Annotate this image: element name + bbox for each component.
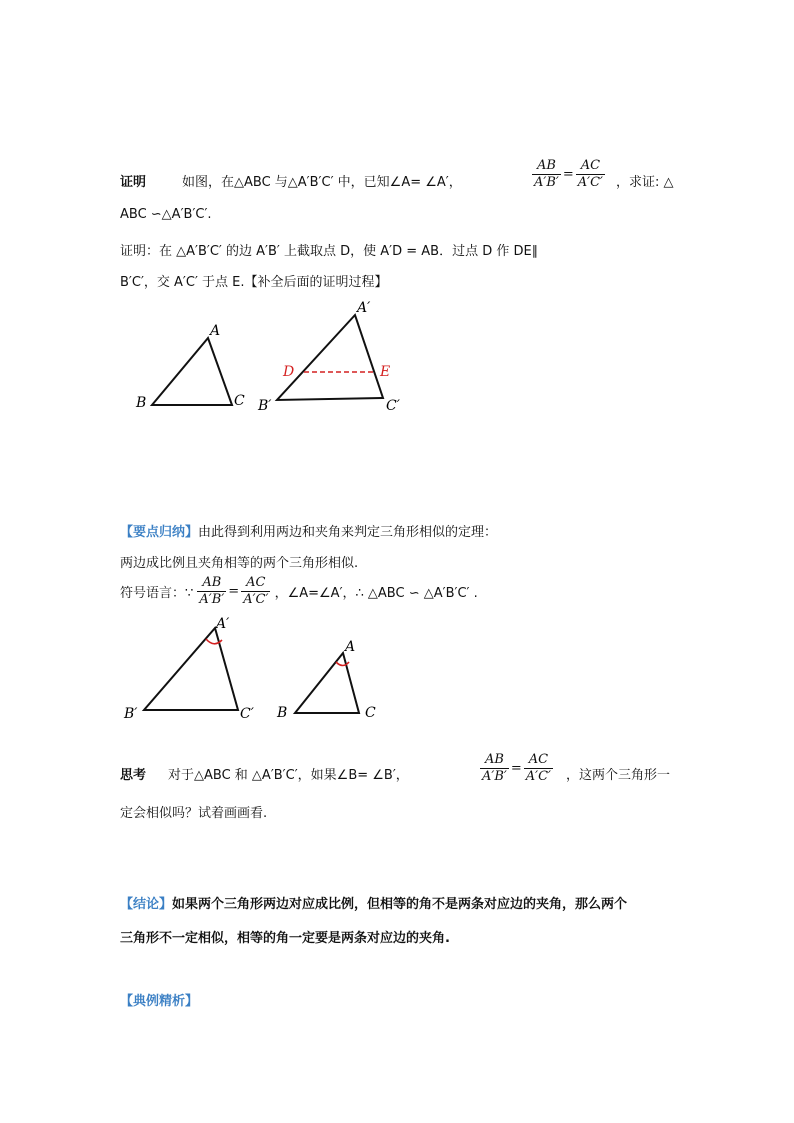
proof-intro-suffix: ，求证: △ [616,175,674,190]
think-fraction-ab: $\frac{AB}{A'B'}$ [482,752,507,784]
summary-block [120,521,497,540]
proof-goal: ABC ∽△A′B′C′. [120,207,212,222]
figure-sas-triangles [120,612,390,727]
fraction-ac: $\frac{AC}{A'C'}$ [577,158,604,190]
conclusion-tag: 【结论】 [120,897,173,912]
triangle-abc [135,323,245,411]
label-e: E [380,364,391,380]
conclusion-line-1: 【结论】如果两个三角形两边对应成比例，但相等的角不是两条对应边的夹角，那么两个 [120,897,628,912]
think-ratio: $\frac{AB}{A'B'}$ = $\frac{AC}{A'C'}$ [482,752,552,784]
label-d: D [283,364,295,380]
summary-tag: 【要点归纳】 [120,525,199,540]
triangle-small [276,639,376,721]
fraction-ab: $\frac{AB}{A'B'}$ [534,158,559,190]
theorem-text: 两边成比例且夹角相等的两个三角形相似. [120,556,359,571]
proof-intro-text: 如图，在△ABC 与△A′B′C′ 中，已知∠A= ∠A′， [182,175,462,190]
triangle-prime-shape [277,315,383,400]
summary-text: 由此得到利用两边和夹角来判定三角形相似的定理： [198,525,498,540]
triangle-big [123,616,255,722]
summary-fraction-ab: $\frac{AB}{A'B'}$ [199,575,225,607]
label-small-a: A [345,639,356,655]
triangle-a-prime-b-prime-c-prime [257,300,401,414]
figure-proof-triangles [120,290,440,420]
label-c-prime: C′ [386,398,400,414]
think-suffix: ，这两个三角形一 [566,768,671,783]
given-ratio: $\frac{AB}{A'B'}$ = $\frac{AC}{A'C'}$ [534,158,604,190]
label-b: B [136,395,147,411]
label-a: A [210,323,221,339]
label-c: C [234,393,245,409]
label-a-prime: A′ [357,300,371,316]
examples-tag: 【典例精析】 [120,994,199,1009]
label-big-c: C′ [240,706,254,722]
triangle-small-shape [295,653,359,713]
think-question: 定会相似吗？试着画画看. [120,806,268,821]
proof-heading: 证明 [120,175,147,190]
symbol-prefix: 符号语言：∵ [120,586,194,601]
label-b-prime: B′ [258,398,272,414]
label-small-b: B [277,705,288,721]
think-text: 对于△ABC 和 △A′B′C′，如果∠B= ∠B′， [168,768,409,783]
label-small-c: C [365,705,376,721]
label-big-a: A′ [216,616,230,632]
think-heading: 思考 [120,768,147,783]
triangle-abc-shape [152,338,232,405]
conclusion-line-2: 三角形不一定相似，相等的角一定要是两条对应边的夹角. [120,931,450,946]
triangle-big-shape [144,628,238,710]
summary-fraction-ac: $\frac{AC}{A'C'}$ [243,575,269,607]
label-big-b: B′ [124,706,138,722]
symbol-language-line: 符号语言：∵ $\frac{AB}{A'B'}$ = $\frac{AC}{A'C'}$ ，∠A=∠A′，∴ △ABC ∽ △A′B′C′ . [120,575,478,607]
symbol-suffix: ，∠A=∠A′，∴ △ABC ∽ △A′B′C′ . [274,586,478,601]
proof-step-line-2: B′C′，交 A′C′ 于点 E.【补全后面的证明过程】 [120,275,388,290]
proof-step-line-1: 证明：在 △A′B′C′ 的边 A′B′ 上截取点 D，使 A′D = AB．过点 D 作 DE∥ [120,244,539,259]
think-fraction-ac: $\frac{AC}{A'C'}$ [525,752,552,784]
